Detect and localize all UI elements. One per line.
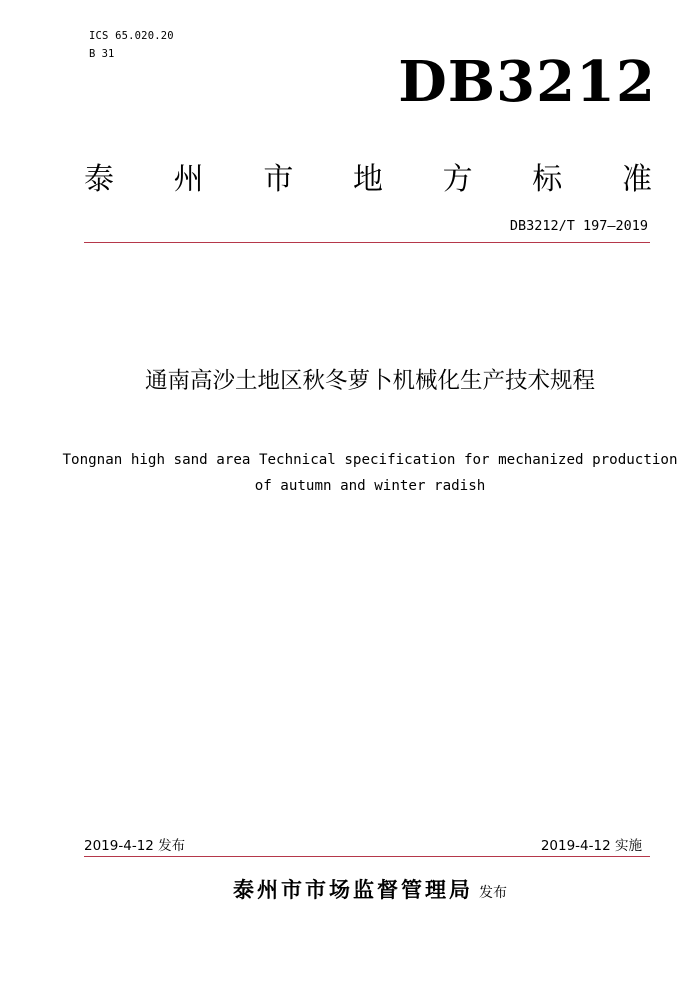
title-en-line: Tongnan high sand area Technical specification for mechanized production (62, 452, 678, 468)
standard-type-char: 泰 (84, 162, 114, 197)
standard-type-char: 市 (263, 162, 294, 197)
standard-type-char: 方 (442, 162, 473, 197)
ics-code: ICS 65.020.20 (89, 30, 174, 42)
classification-code: B 31 (89, 48, 115, 60)
title-en-line: of autumn and winter radish (254, 478, 486, 494)
publish-date: 2019-4-12 发布 (84, 838, 186, 854)
issue-word: 发布 (479, 885, 507, 901)
issuer-name: 泰州市市场监督管理局 (233, 878, 473, 902)
implement-date: 2019-4-12 实施 (540, 838, 642, 854)
footer-divider (84, 856, 650, 857)
standard-type-char: 州 (173, 162, 204, 197)
standard-type-char: 标 (532, 162, 563, 197)
document-title-zh: 通南高沙土地区秋冬萝卜机械化生产技术规程 (144, 368, 595, 394)
document-title-en (0, 447, 700, 499)
standard-type-char: 准 (621, 162, 652, 197)
header-divider (84, 242, 650, 243)
standard-type-heading (84, 160, 652, 200)
standard-type-char: 地 (352, 162, 383, 197)
standard-code-logo: DB3212 (398, 49, 656, 115)
standard-number: DB3212/T 197—2019 (509, 218, 648, 234)
issuer-line (0, 874, 700, 904)
